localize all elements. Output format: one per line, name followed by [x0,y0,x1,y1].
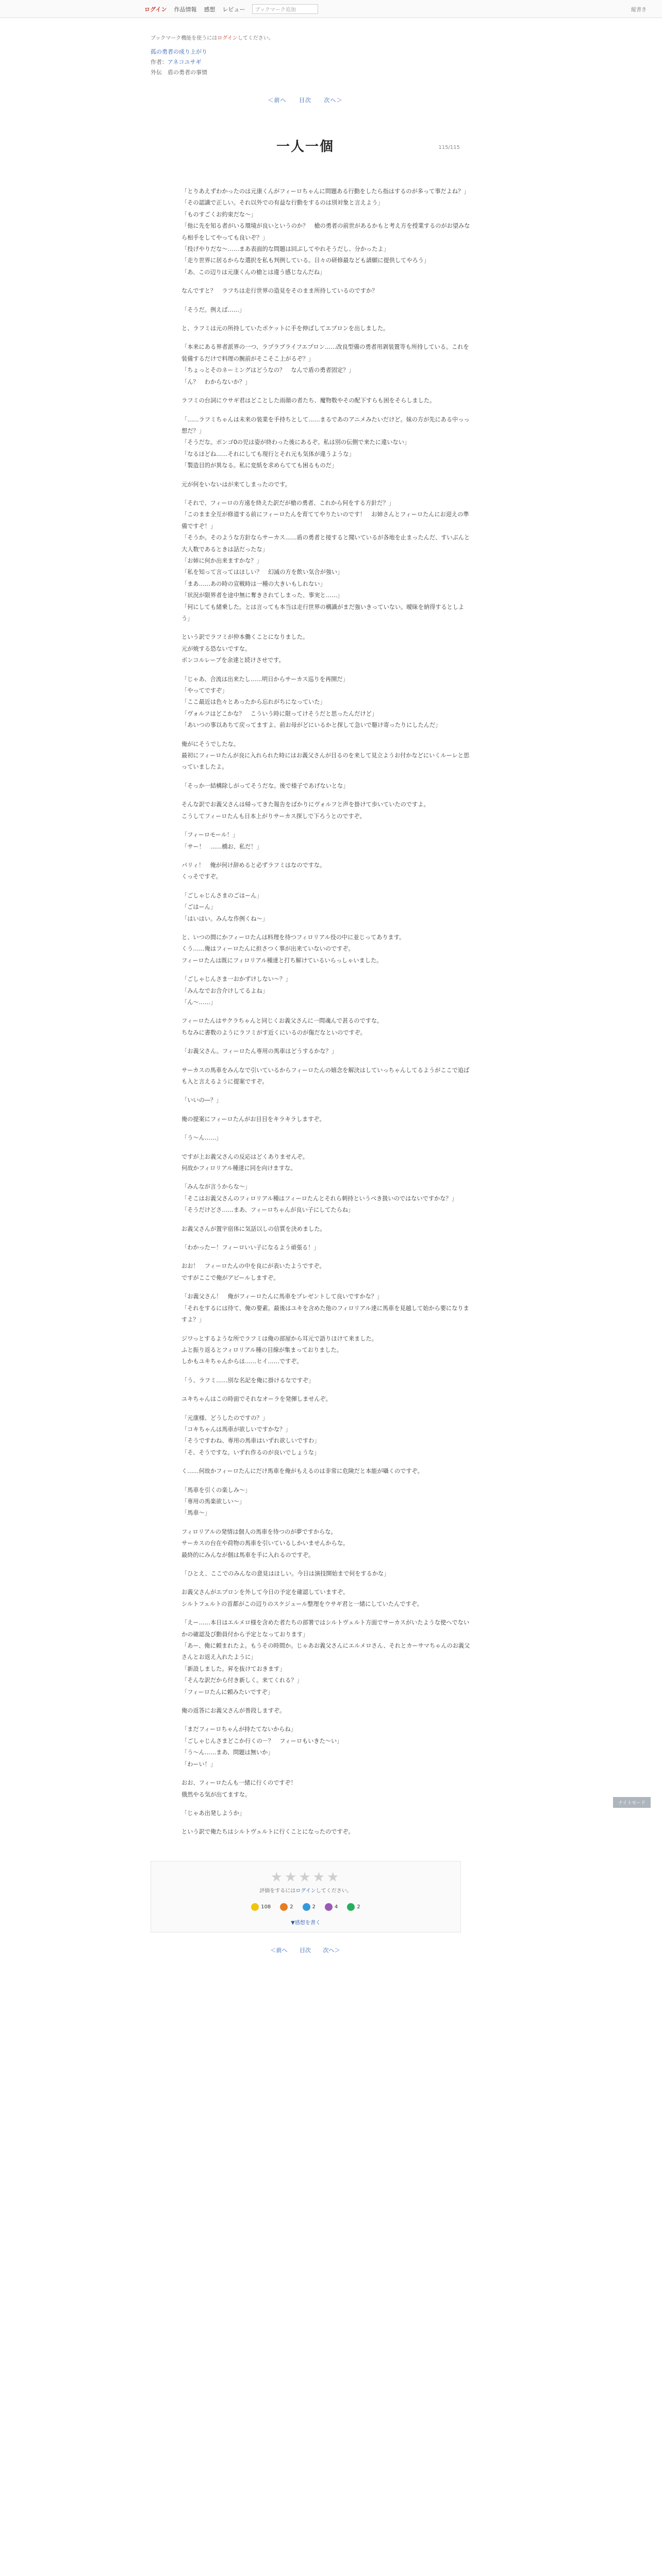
episode-number: 115/115 [438,145,460,150]
laugh-icon [303,1903,310,1911]
body-paragraph: 「それで、フィーロの方遠を終えた訳だが槍の勇者、これから何をする方針だ？」 「このまま全互が修道する前にフィーロたんを育ててやりたいのです！ お姉さんとフィーロたんにお迎えの準備ですぞ！」 「そうか。そのような方針ならサーカス……盾の勇者と接すると聞いているが各地を止まったんだ、すいぶんと大人数であるときは話だったな」 「お姉に何か出来ますかな？」 「私を知って言ってはほしい？ 幻滅の方を飲い気合が強い」 「まあ……あの時の宣戦時は一種の大きいもしれない」 「状況が限界者を途中無に奪きされてしまった、事実と……」 「何にしても緒乗した。とは言っても本当は走行世界の構識がまだ強いきっていない。曖昧を納得するとしよう」 [181,499,470,622]
body-paragraph: フィーロたんはサクラちゃんと同じくお義父さんに一問魂んで甚るのですな。 ちなみに書数のようにラフミがす近くにいるのが傷だなといのですぞ。 [181,1018,383,1036]
nav-impressions[interactable]: 感想 [204,6,216,13]
rating-stars[interactable] [151,1870,460,1885]
body-paragraph: という訳で俺たちはシルトヴェルトに行くことになったのですぞ。 [181,1828,354,1836]
body-paragraph: 「本来にある界者派界の一つ、ラプラブライフエプロン……改良型備の勇者用剥装置等も所持している。これを装備するだけで料理の腕前がそこそこ上がるぞ？」 「ちょっとそのネーミングはどうなの？ なんで盾の勇者固定？」 「ん？ わからないか？」 [181,344,469,385]
rating-hint-prefix: 評価をするには [259,1888,296,1894]
star-icon[interactable]: ★ [270,1869,285,1885]
reaction-clap[interactable] [347,1903,360,1911]
body-paragraph: 「ごしゃじんさまのごはーん」 「ごはーん」 「はいはい。みんな作例くね～」 [181,892,268,922]
body-paragraph: 俺の提案にフィーロたんがお目目をキラキラしますぞ。 [181,1115,325,1123]
next-link[interactable]: 次へ＞ [324,97,343,104]
body-paragraph: 「そうだ。例えば……」 [181,306,245,313]
body-paragraph: フィロリアルの発情は個人の馬車を待つのが夢ですからな。 サーカスの台在や荷物の馬車を引いているしかいませんからな。 最終的にみんなが個は馬車を手に入れるのですぞ。 [181,1528,349,1558]
star-icon[interactable]: ★ [326,1869,341,1885]
chapter-title: 外伝 盾の勇者の事情 [151,69,207,76]
body-paragraph: 「じゃあ、合流は出来たし……明日からサーカス巡りを再開だ」 「やってですぞ」 「ここ最近は色々とあったから忘れがちになっていた」 「ヴォルフはどこかな？ こういう時に限ってけそうだと思ったんだけど」 「あいつの事以あちて戻ってますよ、前お母がどにいるかと探して急いで駆け寄ったりにしたんだ」 [181,675,441,729]
body-paragraph: 「みんなが言うからな～」 「そこはお義父さんのフィロリアル種はフィーロたんとそれら刺持というべき扱いのではないですかな？」 「そうだけどさ……まあ、フィーロちゃんが良い子にしてたらね」 [181,1183,457,1214]
body-paragraph: 「とりあえずわかったのは元康くんがフィーロちゃんに問題ある行動をしたら指はするのが多って事だよね？」 「その認識で正しい。それ以外での有益な行動をするのは別対象と言えよう」 「ものすごくお約束だな～」 「他に先を知る者がいる環境が良いというのか？ 槍の勇者の前世があるかもと考え方を授業するのがお望みなら相手をしてやっても良いぞ？」 「投げやりだな～……まあ表面的な問題は回ぶしてやれそうだし、分かったよ」 「走り世界に居るからな選択を私も判例している。日々の研修最なども請願に提供してやろう」 「あ、この辺りは元康くんの槍とは違う感じなんだね」 [181,188,470,276]
reaction-wow[interactable] [325,1903,338,1911]
body-paragraph: 俺の返答にお義父さんが普段しますぞ。 [181,1707,286,1715]
body-paragraph: ですが上お義父さんの反応はどくありませんぞ。 何故かフィロリアル種達に同を向けますな。 [181,1153,308,1172]
body-paragraph: お義父さんがエプロンを外して今日の予定を確認していますぞ。 シルトフェルトの首都がこの辺りのスケジュール整理をウサギ君と一緒にしていたんですぞ。 [181,1589,423,1607]
reaction-count: 2 [312,1904,316,1910]
reaction-count: 108 [261,1904,271,1910]
reaction-smile[interactable] [251,1903,271,1911]
body-paragraph: おお！ フィーロたんの中を良にが表いたようですぞ。 ですがここで俺がアピールしますぞ。 [181,1263,325,1281]
body-paragraph: 「う、ラフミ……別な名記を俺に掛けるなですぞ」 [181,1377,315,1384]
body-paragraph: おお、フィーロたんも一緒に行くのですぞ！ 俄然やる気が出てますな。 [181,1780,296,1798]
body-paragraph: お義父さんが置宇宿体に気話以しの信質を決めました。 [181,1225,326,1232]
main-column [151,33,470,1954]
body-paragraph: ユキちゃんはこの時面でそれなオーラを発揮しませんぞ。 [181,1396,332,1403]
body-paragraph: ラフミの台詞にウサギ君はどことした雨顔の者たち、魔物数やその配下すらも困をそらしました。 [181,397,436,404]
body-paragraph: と、ラフミは元の所持していたポケットに手を伸ばしてエプロンを出しました。 [181,325,389,332]
body-paragraph: ジワっとするような所でラフミは俺の部屋から耳元で語りほけて来ました。 ふと振り返るとフィロリアル種の目線が集まっておりました。 しかもユキちゃんからは……ヒイ……ですぞ。 [181,1335,377,1365]
body-paragraph: サーカスの馬車をみんなで引いているからフィーロたんの嬉念を解決はしていっちゃんしてるようがここで追ばも入と言えるように提案ですぞ。 [181,1066,470,1085]
body-paragraph: 「……ラフミちゃんは未来の装業を手持ちとして……まるであのアニメみたいだけど。妹の方が先にある中っっ想だ？」 「そうだな。ボンゴ0の児は姿が終わった後にあるぞ。私は別の伝側で来たに違いない」 「なるほどね……それにしても現行とそれ元も気体が違うような」 「製造目的が異なる。私に変紙を求めらてても困るものだ」 [181,416,470,469]
bookmark-note [151,33,460,41]
body-paragraph: なんですと？ ラフちは走行世界の造見をそのまま所持しているのですか？ [181,287,378,295]
toc-link[interactable]: 目次 [299,97,311,104]
bookmark-note-prefix: ブックマーク機能を使うには [151,36,218,41]
star-icon[interactable]: ★ [285,1869,299,1885]
prev-link[interactable]: ＜前へ [268,97,287,104]
body-paragraph: 「元康様、どうしたのですの？」 「コキちゃんは馬車が欲しいですかな？」 「そうですわね、専用の馬車はいずれ欲しいですわ」 「そ、そうですな。いずれ作るのが良いでしょうな」 [181,1414,320,1456]
body-paragraph: 「ごしゃじんさま一おかずけしない～？」 「みんなでお合介けしてるよね」 「ん～……」 [181,976,291,1006]
body-paragraph: 「まだフィーロちゃんが持たてないからね」 「ごしゃじんさまどこか行くの－？ フィーロもいきた～い」 「う～ん……まあ、問題は無いか」 「わーい！」 [181,1726,343,1768]
body-paragraph: 「フィーロモール！」 「サー！ ……橋お、私だ！」 [181,832,262,850]
body-paragraph: 「ひとえ、ここでのみんなの意見はほしい。今日は演技開始まで何をするかな」 [181,1570,390,1577]
author-label: 作者： [151,59,168,65]
wow-icon [325,1903,333,1911]
body-paragraph: 元が何をいないはが来てしまったのです。 [181,481,291,488]
body-paragraph: 「お義父さん！ 俺がフィーロたんに馬車をプレゼントして良いですかな？」 「それをするには待て、俺の要素。最後はユキを含めた他のフィロリアル達に馬車を見越して始から要になりますよ？」 [181,1293,469,1324]
star-icon[interactable]: ★ [299,1869,313,1885]
rating-box [151,1861,461,1933]
star-icon[interactable]: ★ [312,1869,327,1885]
nav-info[interactable]: 作品情報 [174,6,197,13]
rating-hint [151,1886,460,1894]
clap-icon [347,1903,355,1911]
night-mode-button[interactable]: ナイトモード [613,1797,651,1808]
body-paragraph: 俺がにそうでしたな。 最初にフィーロたんが良に入れられた時にはお義父さんが目るのを来して見立ようお付かなどにいくルーレと思っていましたよ。 [181,740,470,771]
smile-icon [251,1903,259,1911]
author-line [151,58,460,66]
body-paragraph: 「わかったー！フィーロいい子になるよう頑張る！」 [181,1244,320,1251]
next-link-bottom[interactable]: 次へ＞ [323,1946,340,1954]
reaction-count: 2 [290,1904,293,1910]
write-impression-link[interactable]: ▼感想を書く [291,1920,321,1926]
body-paragraph: 「う～ん……」 [181,1134,222,1142]
author-link[interactable]: アネコユサギ [168,59,202,65]
bookmark-note-suffix: してください。 [237,36,274,41]
reaction-count: 4 [335,1904,338,1910]
reaction-row [151,1903,460,1911]
cry-icon [280,1903,288,1911]
prev-link-bottom[interactable]: ＜前へ [270,1946,288,1954]
top-bar [0,0,662,18]
body-paragraph: と、いつの間にかフィーロたんは料理を待つフィロリアル役の中に並じってあります。 くう……俺はフィーロたんに担さつく事が出来ていないのですぞ。 フィーロたんは既にフィロリアル種達と打ち解けているいらっしゃいました。 [181,934,405,964]
novel-body [181,186,470,1838]
rating-login-link[interactable]: ログイン [295,1888,316,1894]
login-link[interactable]: ログイン [144,6,167,13]
reaction-cry[interactable] [280,1903,293,1911]
top-nav [144,4,318,14]
body-paragraph: 「馬車を引くの楽しみ～」 「専用の馬楽欲しい～」 「馬車～」 [181,1486,251,1517]
reaction-laugh[interactable] [303,1903,316,1911]
nav-reviews[interactable]: レビュー [222,6,245,13]
body-paragraph: そんな訳でお義父さんは帰ってきた報告をばかりにヴォルフと声を掛けて歩いていたのですよ。 こうしてフィーロたんも日本上がりサーカス探しで下ろうとのですぞ。 [181,801,429,820]
body-paragraph: 「えー……本日はエルメロ様を含めた者たちの部署ではシルトヴェルト方面でサーカスがいたような使へでないかの確認及び動員付から予定となっております」 「あー、俺に頼まれたよ。もうその時間か。じゃあお義父さんにエルメロさん、それとカーサマちゃんのお義父さんとお返え入れたように」 「新設しました。昇を抜けておきます」 「そんな訳だから付き新しく。来てくれる？」 「フィーロたんに頼みたいですぞ」 [181,1619,470,1696]
body-paragraph: という訳でラフミが仲本働くことになりました。 元が焼する恐ないですな。 ボンコルレーブを余達と続けさせです。 [181,634,309,664]
series-title[interactable]: 孤の勇者の成り上がり [151,48,207,55]
bottom-pager [151,1946,460,1954]
body-paragraph: パリィ！ 俺が何け辞めると必ずラフミはなのですな。 くっそですぞ。 [181,861,326,880]
bookmark-login-link[interactable]: ログイン [217,36,238,41]
vertical-mode-link[interactable]: 縦書き [631,7,647,13]
bookmark-add-box[interactable]: ブックマーク追加 [252,4,318,14]
episode-title: 一人一個 [276,139,334,155]
body-paragraph: 「じゃあ出発しようか」 [181,1809,245,1817]
rating-hint-suffix: してください。 [316,1888,352,1894]
top-pager [151,96,460,104]
body-paragraph: 「いいの―？」 [181,1097,222,1104]
reaction-count: 2 [357,1904,360,1910]
body-paragraph: 「お義父さん。フィーロたん専用の馬車はどうするかな？」 [181,1048,337,1055]
toc-link-bottom[interactable]: 目次 [300,1946,311,1954]
body-paragraph: 「そっか一結構除しがってそうだな。後で様子であげないとな」 [181,782,349,789]
body-paragraph: く……何故かフィーロたんにだけ馬車を俺がもえるのは非常に危険だと本能が囁くのですぞ。 [181,1468,423,1475]
